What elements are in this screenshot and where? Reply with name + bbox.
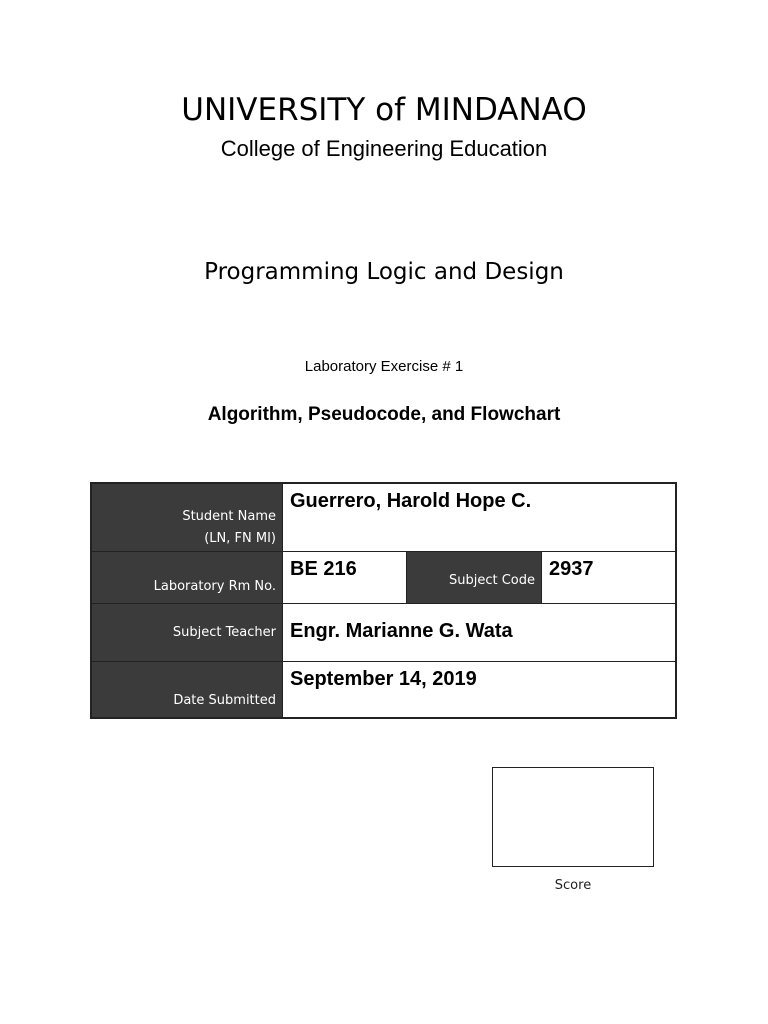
subject-teacher-row: [92, 604, 675, 662]
lab-room-value: BE 216: [283, 552, 407, 603]
date-submitted-value: September 14, 2019: [290, 668, 477, 690]
date-submitted-label-cell: [92, 662, 283, 717]
score-label: Score: [554, 878, 592, 893]
university-title: UNIVERSITY of MINDANAO: [181, 92, 587, 128]
student-name-label: Student Name: [182, 509, 276, 524]
lab-room-label-cell: [92, 552, 283, 603]
student-info-table: [90, 482, 677, 719]
student-name-label-cell: [92, 484, 283, 551]
subject-code-label-cell: [407, 552, 542, 603]
college-name: College of Engineering Education: [220, 136, 548, 161]
subject-teacher-value: Engr. Marianne G. Wata: [290, 620, 513, 642]
course-title: Programming Logic and Design: [204, 259, 564, 285]
date-submitted-label: Date Submitted: [173, 693, 276, 708]
student-name-value: Guerrero, Harold Hope C.: [290, 490, 532, 512]
student-name-sublabel: (LN, FN MI): [204, 531, 276, 546]
exercise-number: Laboratory Exercise # 1: [304, 358, 464, 375]
subject-teacher-label: Subject Teacher: [172, 624, 276, 640]
lab-room-row: [92, 552, 675, 604]
lab-room-label: Laboratory Rm No.: [153, 579, 276, 594]
subject-code-value: 2937: [549, 558, 594, 580]
subject-teacher-label-cell: [92, 604, 283, 661]
exercise-topic: Algorithm, Pseudocode, and Flowchart: [207, 404, 561, 425]
subject-code-label: Subject Code: [448, 573, 535, 588]
student-name-row: [92, 484, 675, 552]
date-submitted-row: [92, 662, 675, 717]
score-box: [492, 767, 654, 867]
